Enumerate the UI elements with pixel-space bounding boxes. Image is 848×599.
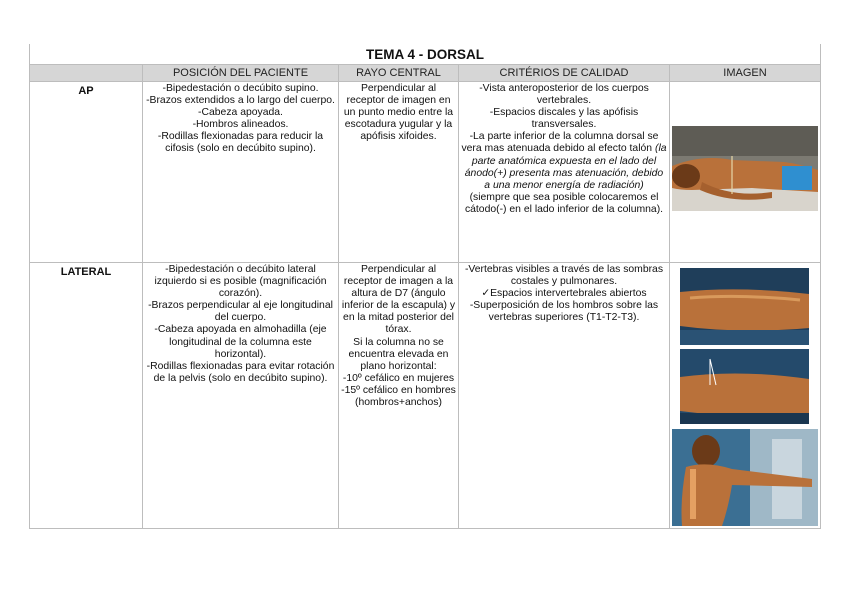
ap-criterio-line: -Espacios discales y las apófisis transversales. [489, 107, 639, 131]
lateral-photo-1 [680, 268, 809, 345]
lateral-posicion-line: -Bipedestación o decúbito lateral izquierdo si es posible (magnificación corazón). [154, 264, 327, 300]
header-row [30, 65, 821, 82]
ap-criterios-cell [459, 82, 670, 263]
header-criterios: CRITÉRIOS DE CALIDAD [459, 65, 670, 82]
lateral-rayo-line: -15º cefálico en hombres (hombros+anchos) [341, 384, 456, 409]
ap-rayo-line: Perpendicular al receptor de imagen en un punto medio entre la escotadura yugular y la apófisis xifoides. [343, 83, 454, 143]
lateral-criterio-line: -Vertebras visibles a través de las sombras costales y pulmonares. [464, 264, 664, 288]
ap-patient-photo [672, 126, 818, 211]
ap-image-cell [670, 82, 821, 263]
lateral-posicion-line: -Rodillas flexionadas para evitar rotación de la pelvis (solo en decúbito supino). [146, 360, 335, 384]
header-rayo: RAYO CENTRAL [339, 65, 459, 82]
header-posicion: POSICIÓN DEL PACIENTE [143, 65, 339, 82]
lateral-rayo-cell [339, 263, 459, 529]
lateral-criterios-cell [459, 263, 670, 529]
dorsal-table [29, 44, 821, 529]
ap-posicion-cell [143, 82, 339, 263]
ap-posicion-line: -Hombros alineados. [192, 119, 289, 131]
ap-posicion-line: -Brazos extendidos a lo largo del cuerpo. [146, 95, 335, 107]
lateral-rayo-line: Si la columna no se encuentra elevada en plano horizontal: [348, 336, 449, 372]
lateral-posicion-line: -Cabeza apoyada en almohadilla (eje longitudinal de la columna este horizontal). [154, 324, 327, 360]
ap-posicion-line: -Rodillas flexionadas para reducir la cifosis (solo en decúbito supino). [157, 131, 324, 155]
table-row-ap [30, 82, 821, 263]
table-row-lateral [30, 263, 821, 529]
lateral-posicion-cell [143, 263, 339, 529]
lateral-criterio-line: ✓Espacios intervertebrales abiertos [481, 288, 647, 300]
row-label-lateral: LATERAL [30, 263, 143, 529]
lateral-photo-3 [672, 429, 818, 526]
lateral-posicion-line: -Brazos perpendicular al eje longitudinal del cuerpo. [148, 300, 333, 324]
ap-criterio-line: (siempre que sea posible colocaremos el cátodo(-) en el lado inferior de la columna). [464, 191, 664, 215]
header-imagen: IMAGEN [670, 65, 821, 82]
ap-rayo-cell [339, 82, 459, 263]
row-label-ap: AP [30, 82, 143, 263]
page-title: TEMA 4 - DORSAL [30, 44, 821, 65]
lateral-rayo-line: Perpendicular al receptor de imagen a la altura de D7 (ángulo inferior de la escapula) y en la mitad posterior del tórax. [341, 264, 456, 336]
lateral-photo-2 [680, 349, 809, 424]
ap-criterio-italic: (la parte anatómica expuesta en el lado del ánodo(+) presenta mas atenuación, debido a una menor energía de radiación) [464, 143, 667, 191]
lateral-criterio-line: -Superposición de los hombros sobre las vertebras superiores (T1-T2-T3). [469, 300, 659, 324]
header-empty [30, 65, 143, 82]
ap-posicion-line: -Bipedestación o decúbito supino. [162, 83, 319, 94]
lateral-rayo-line: -10º cefálico en mujeres [342, 372, 455, 384]
ap-criterio-line: -La parte inferior de la columna dorsal se vera mas atenuada debido al efecto talón [461, 131, 659, 155]
ap-posicion-line: -Cabeza apoyada. [198, 107, 283, 119]
lateral-image-cell [670, 263, 821, 529]
ap-criterio-line: -Vista anteroposterior de los cuerpos vertebrales. [479, 83, 649, 107]
